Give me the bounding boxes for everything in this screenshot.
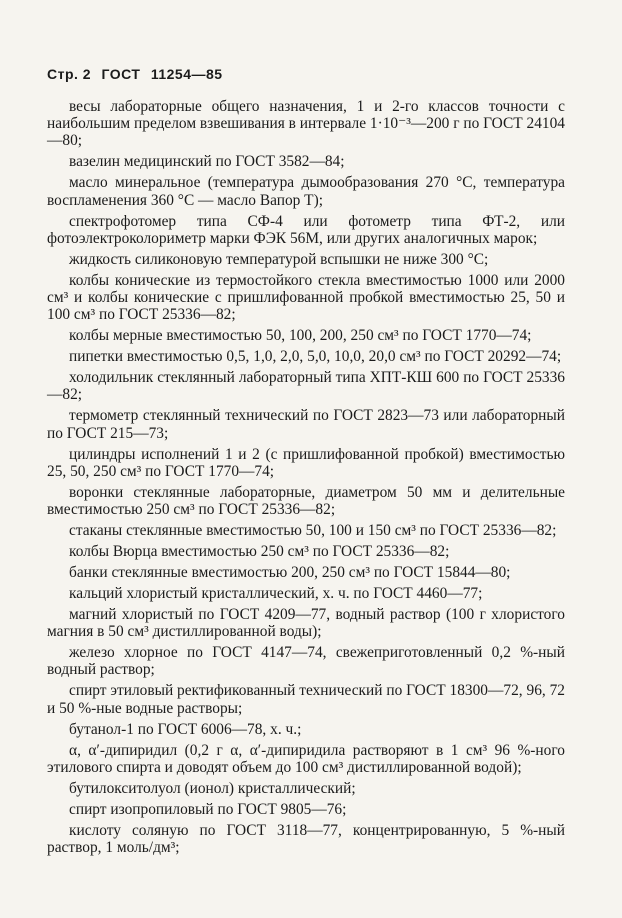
- list-item: колбы конические из термостойкого стекла вместимостью 1000 или 2000 см³ и колбы конические с пришлифованной пробкой вместимостью 25, 50 и 100 см³ по ГОСТ 25336—82;: [47, 271, 565, 324]
- list-item: весы лабораторные общего назначения, 1 и 2-го классов точности с наибольшим пределом взвешивания в интервале 1·10⁻³—200 г по ГОСТ 24104—80;: [47, 98, 565, 150]
- list-item: цилиндры исполнений 1 и 2 (с пришлифованной пробкой) вместимостью 25, 50, 250 см³ по ГОСТ 1770—74;: [47, 445, 565, 480]
- list-item: холодильник стеклянный лабораторный типа ХПТ-КШ 600 по ГОСТ 25336—82;: [47, 369, 565, 404]
- list-item: воронки стеклянные лабораторные, диаметром 50 мм и делительные вместимостью 250 см³ по ГОСТ 25336—82;: [47, 483, 565, 519]
- list-item: магний хлористый по ГОСТ 4209—77, водный раствор (100 г хлористого магния в 50 см³ дистиллированной воды);: [47, 606, 565, 641]
- list-item: масло минеральное (температура дымообразования 270 °С, температура воспламенения 360 °С — масло Вапор Т);: [47, 174, 565, 209]
- page-number: Стр. 2: [47, 66, 92, 82]
- list-item: бутилокситолуол (ионол) кристаллический;: [69, 779, 356, 797]
- list-item: железо хлорное по ГОСТ 4147—74, свежеприготовленный 0,2 %-ный водный раствор;: [47, 644, 565, 679]
- list-item: стаканы стеклянные вместимостью 50, 100 и 150 см³ по ГОСТ 25336—82;: [69, 522, 557, 540]
- standard-label: ГОСТ: [101, 66, 141, 82]
- page-header: [47, 66, 229, 82]
- list-item: вазелин медицинский по ГОСТ 3582—84;: [69, 153, 345, 171]
- standard-number: 11254—85: [150, 66, 223, 82]
- list-item: спирт изопропиловый по ГОСТ 9805—76;: [69, 800, 347, 818]
- equipment-list: [47, 98, 565, 860]
- list-item: спирт этиловый ректификованный технический по ГОСТ 18300—72, 96, 72 и 50 %-ные водные растворы;: [47, 682, 565, 717]
- list-item: колбы мерные вместимостью 50, 100, 200, 250 см³ по ГОСТ 1770—74;: [69, 327, 532, 345]
- list-item: колбы Вюрца вместимостью 250 см³ по ГОСТ 25336—82;: [69, 543, 450, 561]
- list-item: α, α′-дипиридил (0,2 г α, α′-дипиридила растворяют в 1 см³ 96 %-ного этилового спирта и доводят объем до 100 см³ дистиллированной водой);: [47, 741, 565, 776]
- list-item: спектрофотомер типа СФ-4 или фотометр типа ФТ-2, или фотоэлектроколориметр марки ФЭК 56М, или других аналогичных марок;: [47, 212, 565, 247]
- list-item: кальций хлористый кристаллический, х. ч. по ГОСТ 4460—77;: [69, 585, 483, 603]
- list-item: термометр стеклянный технический по ГОСТ 2823—73 или лабораторный по ГОСТ 215—73;: [47, 407, 565, 442]
- list-item: жидкость силиконовую температурой вспышки не ниже 300 °С;: [69, 250, 489, 268]
- list-item: пипетки вместимостью 0,5, 1,0, 2,0, 5,0, 10,0, 20,0 см³ по ГОСТ 20292—74;: [69, 348, 562, 366]
- list-item: кислоту соляную по ГОСТ 3118—77, концентрированную, 5 %-ный раствор, 1 моль/дм³;: [47, 821, 565, 857]
- list-item: бутанол-1 по ГОСТ 6006—78, х. ч.;: [69, 720, 302, 738]
- list-item: банки стеклянные вместимостью 200, 250 см³ по ГОСТ 15844—80;: [69, 564, 511, 582]
